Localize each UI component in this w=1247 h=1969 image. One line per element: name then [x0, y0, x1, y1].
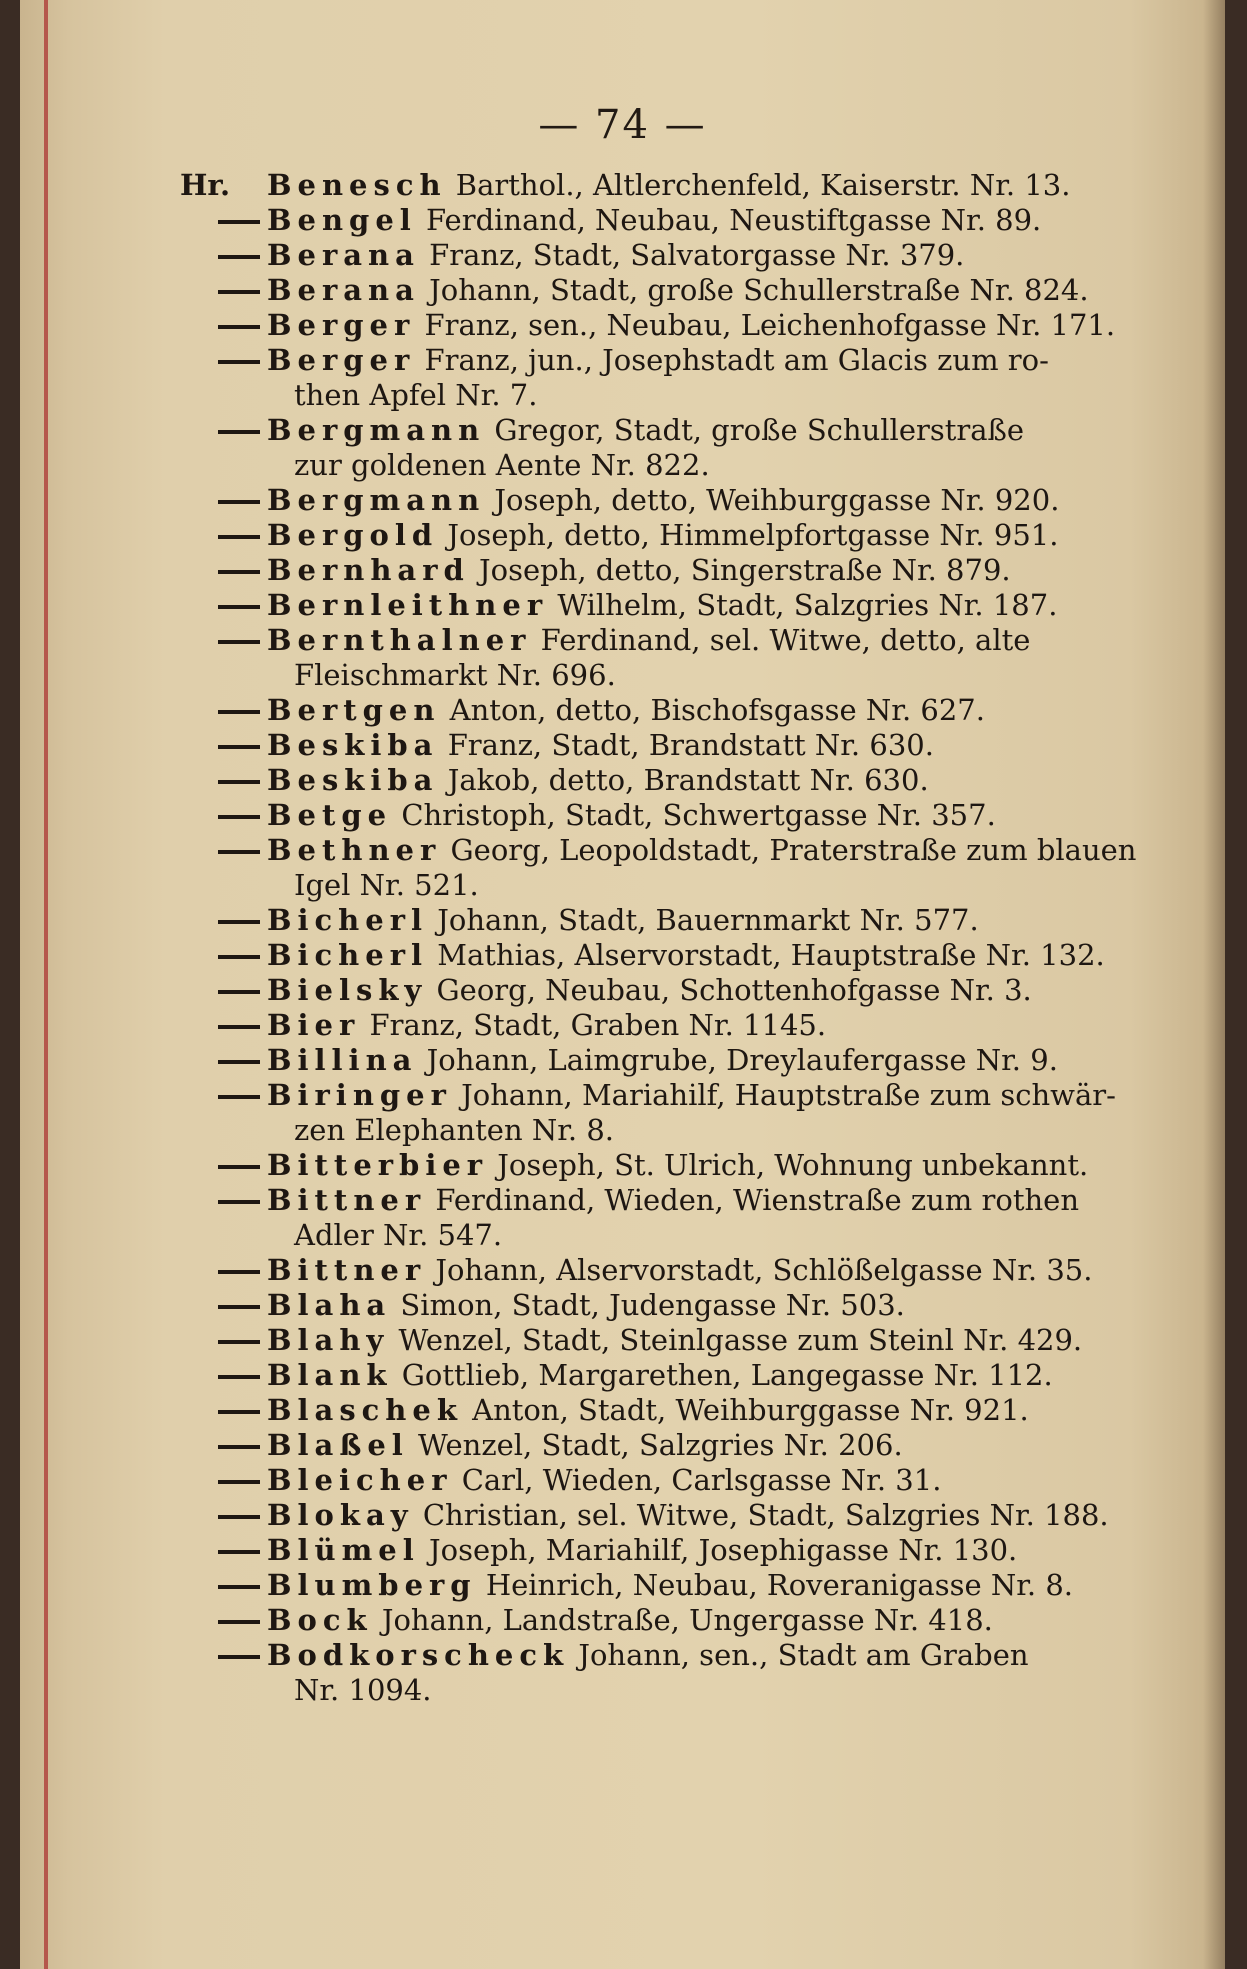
directory-entry [20, 483, 1225, 518]
directory-entry [20, 518, 1225, 553]
entry-text: Ferdinand, Neubau, Neustiftgasse Nr. 89. [426, 203, 1042, 237]
entry-text: Christoph, Stadt, Schwertgasse Nr. 357. [401, 798, 996, 832]
entry-text: Carl, Wieden, Carlsgasse Nr. 31. [461, 1463, 942, 1497]
surname: Blaschek [267, 1393, 463, 1427]
entry-text: Johann, Mariahilf, Hauptstraße zum schwär- [461, 1078, 1116, 1112]
entry-continuation [20, 868, 1225, 903]
entry-text: Franz, Stadt, Salvatorgasse Nr. 379. [429, 238, 965, 272]
entry-line [20, 1008, 1225, 1043]
entry-text: Georg, Neubau, Schottenhofgasse Nr. 3. [436, 973, 1032, 1007]
entry-text: Joseph, Mariahilf, Josephigasse Nr. 130. [428, 1533, 1018, 1567]
directory-entry [20, 938, 1225, 973]
surname: Bielsky [267, 973, 428, 1007]
ditto-dash [218, 1060, 260, 1064]
ditto-dash [218, 290, 260, 294]
ditto-dash [218, 1165, 260, 1169]
directory-entry [20, 588, 1225, 623]
ditto-dash [218, 1025, 260, 1029]
entry-text: Gottlieb, Margarethen, Langegasse Nr. 112. [401, 1358, 1053, 1392]
entry-line [20, 903, 1225, 938]
entry-line [20, 1358, 1225, 1393]
surname: Blahy [267, 1323, 390, 1357]
ditto-dash [218, 640, 260, 644]
entry-text: Joseph, detto, Himmelpfortgasse Nr. 951. [447, 518, 1059, 552]
entry-text: Franz, sen., Neubau, Leichenhofgasse Nr. 171. [424, 308, 1116, 342]
directory-entry [20, 203, 1225, 238]
entry-continuation [20, 1218, 1225, 1253]
surname: Berger [267, 343, 416, 377]
ditto-dash [218, 850, 260, 854]
entry-line [20, 588, 1225, 623]
entry-text: Ferdinand, Wieden, Wienstraße zum rothen [435, 1183, 1079, 1217]
ditto-dash [218, 745, 260, 749]
entry-text: Barthol., Altlerchenfeld, Kaiserstr. Nr. 13. [455, 168, 1071, 202]
ditto-dash [218, 325, 260, 329]
directory-entry [20, 238, 1225, 273]
ditto-dash [218, 605, 260, 609]
entry-text: Heinrich, Neubau, Roveranigasse Nr. 8. [485, 1568, 1073, 1602]
surname: Bertgen [267, 693, 441, 727]
surname: Berana [267, 238, 420, 272]
directory-entry [20, 1358, 1225, 1393]
ditto-dash [218, 1270, 260, 1274]
ditto-dash [218, 1655, 260, 1659]
entry-text: Joseph, St. Ulrich, Wohnung unbekannt. [497, 1148, 1089, 1182]
ditto-dash [218, 1480, 260, 1484]
directory-entry [20, 798, 1225, 833]
entry-line [20, 1498, 1225, 1533]
entry-text: Christian, sel. Witwe, Stadt, Salzgries Nr. 188. [422, 1498, 1109, 1532]
entry-text: Gregor, Stadt, große Schullerstraße [494, 413, 1025, 447]
entry-text: Franz, Stadt, Graben Nr. 1145. [369, 1008, 827, 1042]
entry-line [20, 693, 1225, 728]
ditto-dash [218, 1410, 260, 1414]
entry-line [20, 483, 1225, 518]
entry-line [20, 1183, 1225, 1218]
entry-text: Franz, jun., Josephstadt am Glacis zum ro- [424, 343, 1049, 377]
ditto-dash [218, 570, 260, 574]
ditto-dash [218, 955, 260, 959]
entry-text: Anton, detto, Bischofsgasse Nr. 627. [449, 693, 985, 727]
entry-line [20, 1393, 1225, 1428]
entry-text: Wilhelm, Stadt, Salzgries Nr. 187. [557, 588, 1058, 622]
entry-text: Adler Nr. 547. [294, 1218, 503, 1252]
entry-line [20, 308, 1225, 343]
ditto-dash [218, 1095, 260, 1099]
entry-line [20, 728, 1225, 763]
ditto-dash [218, 1305, 260, 1309]
entry-line [20, 623, 1225, 658]
directory-entry [20, 693, 1225, 728]
entry-text: Joseph, detto, Weihburggasse Nr. 920. [494, 483, 1060, 517]
entry-text: Nr. 1094. [294, 1673, 432, 1707]
ditto-dash [218, 430, 260, 434]
surname: Beskiba [267, 728, 439, 762]
directory-entry [20, 1393, 1225, 1428]
entry-line [20, 518, 1225, 553]
directory-entry [20, 343, 1225, 413]
ditto-dash [218, 220, 260, 224]
surname: Blokay [267, 1498, 414, 1532]
entry-line [20, 938, 1225, 973]
entry-line [20, 1638, 1225, 1673]
entry-text: Johann, Landstraße, Ungergasse Nr. 418. [381, 1603, 993, 1637]
ditto-dash [218, 1445, 260, 1449]
directory-entry [20, 1498, 1225, 1533]
ditto-dash [218, 990, 260, 994]
entry-line [20, 833, 1225, 868]
ditto-dash [218, 1200, 260, 1204]
directory-entry [20, 1638, 1225, 1708]
surname: Berger [267, 308, 416, 342]
surname: Bittner [267, 1253, 427, 1287]
entry-line [20, 1533, 1225, 1568]
directory-entry [20, 903, 1225, 938]
surname: Bitterbier [267, 1148, 489, 1182]
entry-continuation [20, 448, 1225, 483]
entry-text: then Apfel Nr. 7. [294, 378, 538, 412]
ditto-dash [218, 1550, 260, 1554]
book-page [20, 0, 1225, 1969]
ditto-dash [218, 500, 260, 504]
entry-text: zen Elephanten Nr. 8. [294, 1113, 615, 1147]
ditto-dash [218, 1515, 260, 1519]
directory-list [20, 168, 1225, 1708]
entry-line [20, 273, 1225, 308]
ditto-dash [218, 710, 260, 714]
entry-text: Mathias, Alservorstadt, Hauptstraße Nr. 132. [437, 938, 1105, 972]
entry-line [20, 1043, 1225, 1078]
surname: Bleicher [267, 1463, 453, 1497]
surname: Blümel [267, 1533, 420, 1567]
directory-entry [20, 1288, 1225, 1323]
entry-line [20, 343, 1225, 378]
directory-entry [20, 1183, 1225, 1253]
ditto-dash [218, 815, 260, 819]
ditto-dash [218, 920, 260, 924]
directory-entry [20, 413, 1225, 483]
surname: Bergold [267, 518, 439, 552]
directory-entry [20, 1078, 1225, 1148]
entry-continuation [20, 378, 1225, 413]
entry-line [20, 553, 1225, 588]
surname: Bernleithner [267, 588, 549, 622]
entry-continuation [20, 658, 1225, 693]
entry-line [20, 1148, 1225, 1183]
surname: Blaßel [267, 1428, 409, 1462]
directory-entry [20, 1463, 1225, 1498]
entry-continuation [20, 1113, 1225, 1148]
surname: Berana [267, 273, 420, 307]
surname: Beskiba [267, 763, 439, 797]
surname: Bethner [267, 833, 442, 867]
entry-line [20, 1253, 1225, 1288]
directory-entry [20, 973, 1225, 1008]
surname: Bicherl [267, 938, 429, 972]
directory-entry [20, 1603, 1225, 1638]
entry-text: Johann, Alservorstadt, Schlößelgasse Nr. 35. [435, 1253, 1093, 1287]
entry-continuation [20, 1673, 1225, 1708]
directory-entry [20, 168, 1225, 203]
surname: Biringer [267, 1078, 452, 1112]
directory-entry [20, 1148, 1225, 1183]
surname: Betge [267, 798, 393, 832]
surname: Bodkorscheck [267, 1638, 570, 1672]
directory-entry [20, 833, 1225, 903]
entry-text: Johann, Laimgrube, Dreylaufergasse Nr. 9. [426, 1043, 1058, 1077]
title-prefix: Hr. [180, 168, 231, 202]
entry-text: Johann, sen., Stadt am Graben [578, 1638, 1029, 1672]
entry-line [20, 1078, 1225, 1113]
entry-text: Wenzel, Stadt, Salzgries Nr. 206. [418, 1428, 903, 1462]
directory-entry [20, 1533, 1225, 1568]
page-number: — 74 — [538, 102, 707, 148]
directory-entry [20, 1323, 1225, 1358]
entry-line [20, 1323, 1225, 1358]
surname: Bicherl [267, 903, 429, 937]
entry-line [20, 413, 1225, 448]
directory-entry [20, 273, 1225, 308]
directory-entry [20, 763, 1225, 798]
surname: Bergmann [267, 413, 486, 447]
entry-line [20, 238, 1225, 273]
entry-text: Anton, Stadt, Weihburggasse Nr. 921. [472, 1393, 1029, 1427]
entry-line [20, 203, 1225, 238]
ditto-dash [218, 360, 260, 364]
directory-entry [20, 1568, 1225, 1603]
surname: Bock [267, 1603, 373, 1637]
surname: Bergmann [267, 483, 486, 517]
entry-text: Johann, Stadt, Bauernmarkt Nr. 577. [437, 903, 979, 937]
entry-text: Johann, Stadt, große Schullerstraße Nr. 824. [429, 273, 1089, 307]
surname: Bier [267, 1008, 361, 1042]
directory-entry [20, 1008, 1225, 1043]
entry-line [20, 1568, 1225, 1603]
entry-line [20, 1463, 1225, 1498]
directory-entry [20, 553, 1225, 588]
surname: Bernhard [267, 553, 470, 587]
entry-text: Jakob, detto, Brandstatt Nr. 630. [447, 763, 929, 797]
surname: Benesch [267, 168, 447, 202]
ditto-dash [218, 1340, 260, 1344]
entry-line [20, 1288, 1225, 1323]
entry-line [20, 1603, 1225, 1638]
entry-text: Ferdinand, sel. Witwe, detto, alte [540, 623, 1031, 657]
entry-line [20, 1428, 1225, 1463]
entry-text: Franz, Stadt, Brandstatt Nr. 630. [447, 728, 934, 762]
ditto-dash [218, 1620, 260, 1624]
directory-entry [20, 1253, 1225, 1288]
entry-text: Wenzel, Stadt, Steinlgasse zum Steinl Nr. 429. [398, 1323, 1083, 1357]
ditto-dash [218, 535, 260, 539]
entry-text: Simon, Stadt, Judengasse Nr. 503. [400, 1288, 905, 1322]
entry-text: Fleischmarkt Nr. 696. [294, 658, 616, 692]
directory-entry [20, 728, 1225, 763]
entry-line [20, 763, 1225, 798]
directory-entry [20, 308, 1225, 343]
directory-entry [20, 1043, 1225, 1078]
ditto-dash [218, 780, 260, 784]
entry-text: zur goldenen Aente Nr. 822. [294, 448, 710, 482]
entry-line [20, 973, 1225, 1008]
surname: Bittner [267, 1183, 427, 1217]
directory-entry [20, 623, 1225, 693]
entry-text: Georg, Leopoldstadt, Praterstraße zum blauen [450, 833, 1137, 867]
surname: Bernthalner [267, 623, 532, 657]
surname: Billina [267, 1043, 418, 1077]
ditto-dash [218, 255, 260, 259]
ditto-dash [218, 1375, 260, 1379]
surname: Bengel [267, 203, 417, 237]
directory-entry [20, 1428, 1225, 1463]
entry-text: Joseph, detto, Singerstraße Nr. 879. [478, 553, 1011, 587]
entry-line [20, 798, 1225, 833]
surname: Blank [267, 1358, 393, 1392]
entry-text: Igel Nr. 521. [294, 868, 479, 902]
ditto-dash [218, 1585, 260, 1589]
surname: Blaha [267, 1288, 392, 1322]
surname: Blumberg [267, 1568, 477, 1602]
